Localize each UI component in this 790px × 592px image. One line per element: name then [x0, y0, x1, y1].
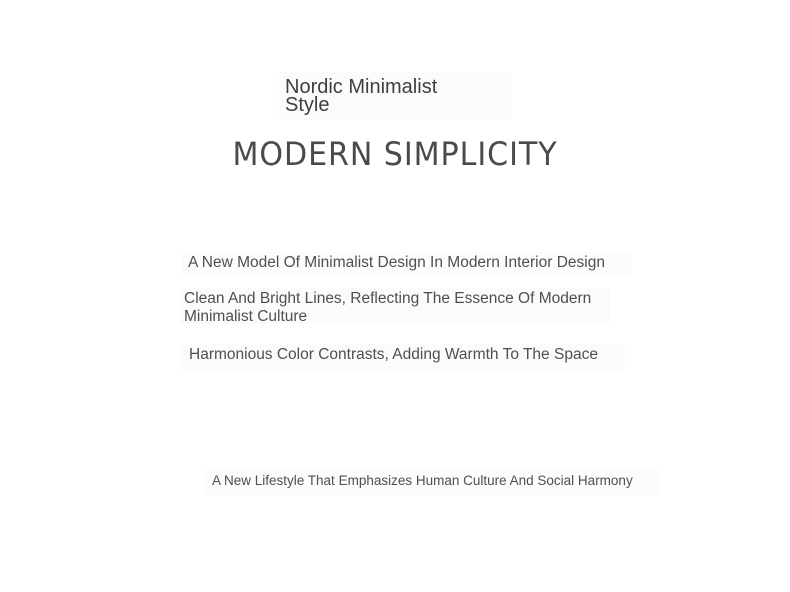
feature-text-3: Harmonious Color Contrasts, Adding Warmth To The Space	[189, 346, 598, 363]
page-title: MODERN SIMPLICITY	[232, 135, 558, 173]
feature-text-1: A New Model Of Minimalist Design In Modern Interior Design	[188, 254, 605, 271]
subtitle-box	[279, 72, 511, 120]
feature-item-2	[180, 288, 610, 324]
feature-item-1	[182, 252, 632, 276]
subtitle: Nordic Minimalist Style	[285, 76, 438, 116]
feature-item-3	[180, 344, 625, 370]
footer-tagline: A New Lifestyle That Emphasizes Human Culture And Social Harmony	[204, 470, 660, 496]
feature-text-2: Clean And Bright Lines, Reflecting The Essence Of Modern Minimalist Culture	[184, 290, 592, 325]
